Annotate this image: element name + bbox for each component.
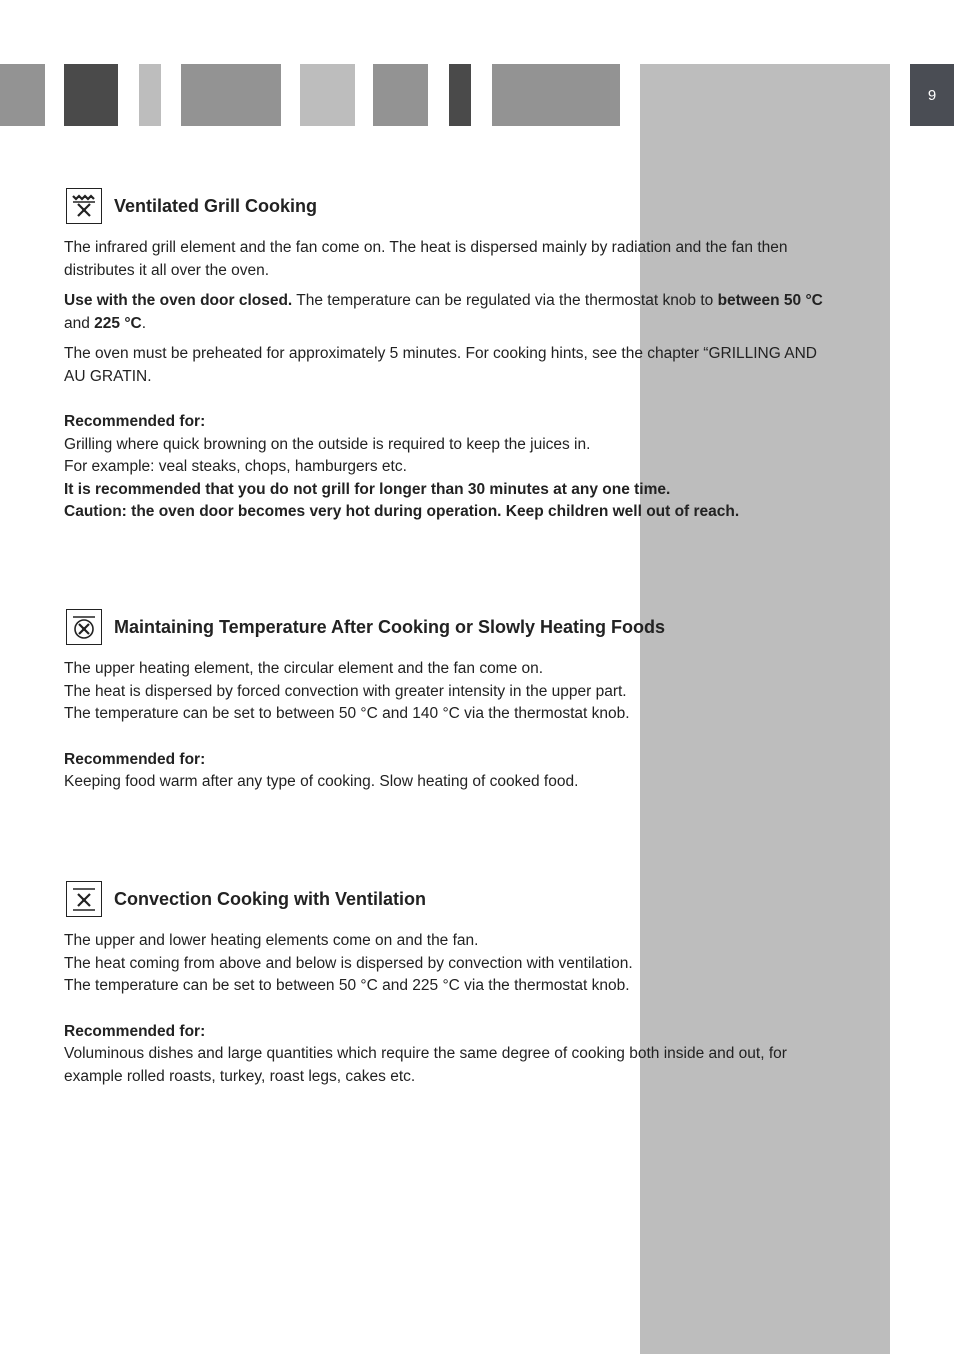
warning-duration: It is recommended that you do not grill for longer than 30 minutes at any one time.	[64, 480, 671, 498]
header-block-4	[181, 64, 281, 126]
description-line: The upper heating element, the circular element and the fan come on.	[64, 660, 544, 677]
header-block-1	[0, 64, 45, 126]
recommended-label: Recommended for:	[64, 750, 206, 768]
section-ventilated-grill	[64, 186, 829, 524]
usage-note: Use with the oven door closed. The temperature can be regulated via the thermostat knob to between 50 °C and 225 °C.	[64, 292, 823, 332]
recommended-label: Recommended for:	[64, 1022, 206, 1040]
description-line: The upper and lower heating elements come on and the fan.	[64, 932, 479, 949]
recommended-text: Grilling where quick browning on the outside is required to keep the juices in.	[64, 435, 591, 453]
header-block-5	[300, 64, 355, 126]
preheat-note: The oven must be preheated for approximately 5 minutes. For cooking hints, see the chapter “GRILLING AND AU GRATIN.	[64, 345, 817, 385]
section-heading	[64, 879, 829, 919]
circular-fan-icon	[66, 609, 102, 645]
section-heading	[64, 607, 829, 647]
section-title: Ventilated Grill Cooking	[114, 195, 318, 216]
description-line: The heat coming from above and below is dispersed by convection with ventilation.	[64, 954, 633, 972]
description-line: The temperature can be set to between 50 °C and 225 °C via the thermostat knob.	[64, 977, 630, 994]
recommended-example: For example: veal steaks, chops, hamburgers etc.	[64, 458, 407, 475]
description: The infrared grill element and the fan come on. The heat is dispersed mainly by radiation and the fan then distributes it all over the oven.	[64, 239, 788, 279]
header-block-7	[449, 64, 471, 126]
header-block-8	[492, 64, 620, 126]
recommended-text: Keeping food warm after any type of cooking. Slow heating of cooked food.	[64, 773, 579, 790]
page-number: 9	[910, 64, 954, 126]
grill-fan-icon	[66, 188, 102, 224]
description-line: The heat is dispersed by forced convection with greater intensity in the upper part.	[64, 682, 627, 700]
warning-caution: Caution: the oven door becomes very hot during operation. Keep children well out of reach.	[64, 503, 740, 520]
description-line: The temperature can be set to between 50 °C and 140 °C via the thermostat knob.	[64, 705, 630, 722]
recommended-label: Recommended for:	[64, 413, 206, 430]
section-title: Convection Cooking with Ventilation	[114, 888, 427, 909]
section-maintaining-temperature	[64, 607, 829, 794]
section-heading	[64, 186, 829, 226]
recommended-text: Voluminous dishes and large quantities which require the same degree of cooking both inside and out, for example rolled roasts, turkey, roast legs, cakes etc.	[64, 1045, 787, 1085]
header-block-6	[373, 64, 428, 126]
header-block-2	[64, 64, 118, 126]
section-title: Maintaining Temperature After Cooking or Slowly Heating Foods	[114, 616, 666, 637]
header-block-3	[139, 64, 161, 126]
section-convection-ventilation	[64, 879, 829, 1088]
convection-fan-icon	[66, 881, 102, 917]
